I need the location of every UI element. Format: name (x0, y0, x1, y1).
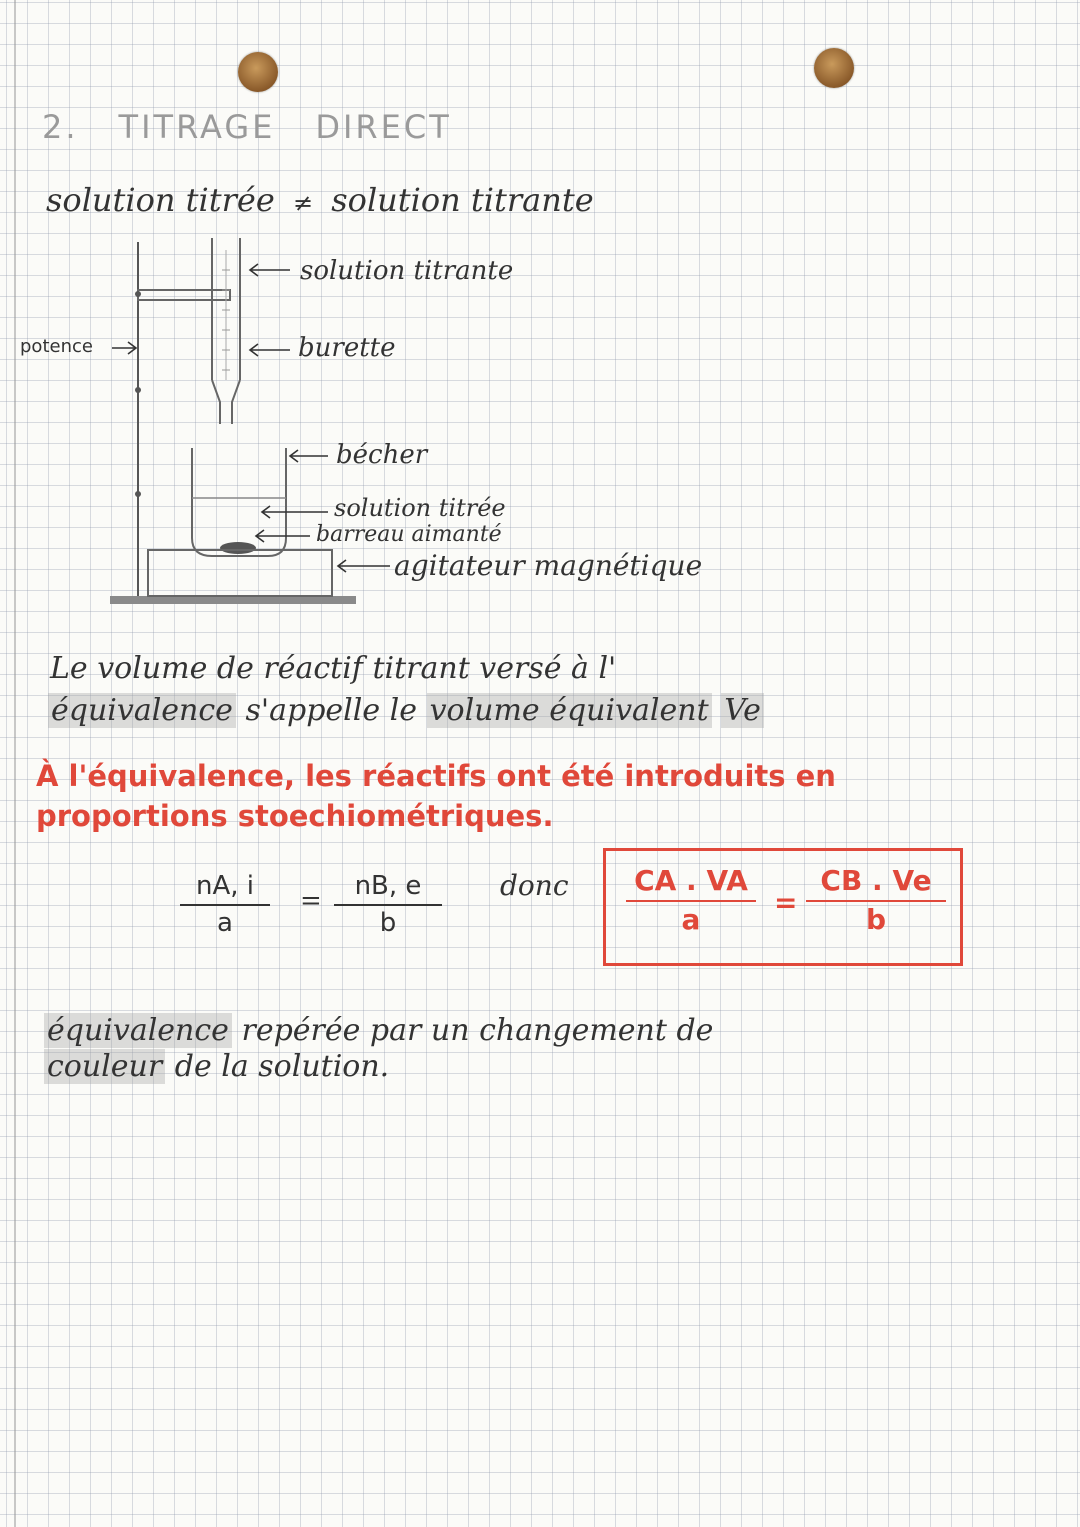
fraction-cb-ve-bar (806, 900, 946, 902)
fraction-cb-ve-numerator: CB . Ve (820, 864, 932, 897)
magnetic-bar (220, 542, 256, 554)
arrow-becher (290, 450, 328, 462)
definition-highlight-equivalence: équivalence (48, 693, 236, 728)
rod-point-1 (135, 387, 141, 393)
note-line1 (44, 1013, 714, 1048)
label-titree: solution titrée (334, 494, 506, 522)
fraction-na-denominator: a (217, 907, 233, 938)
section-title-part1: TITRAGE (118, 108, 276, 146)
arrow-titree (262, 506, 328, 518)
note-highlight-equivalence: équivalence (44, 1013, 232, 1048)
rule-line1: À l'équivalence, les réactifs ont été introduits en (36, 759, 836, 793)
stand-base (110, 596, 356, 604)
arrow-potence (112, 342, 136, 354)
fraction-cb-ve (806, 866, 946, 936)
note-line2 (44, 1049, 390, 1084)
fraction-cb-ve-denominator: b (865, 902, 887, 936)
fraction-na-numerator: nA, i (195, 871, 255, 901)
rule-line2: proportions stoechiométriques. (36, 799, 554, 833)
fraction-ca-va (626, 866, 756, 936)
fraction-ca-va-numerator: CA . VA (634, 864, 748, 897)
arrow-barreau (256, 530, 310, 542)
titration-diagram (0, 0, 1080, 640)
label-titrant: solution titrante (300, 256, 514, 286)
label-becher: bécher (336, 440, 428, 470)
fraction-nb-numerator: nB, e (354, 871, 422, 901)
note-line1-rest: repérée par un changement de (241, 1013, 714, 1048)
section-title-part2: DIRECT (315, 108, 452, 146)
definition-line1: Le volume de réactif titrant versé à l' (50, 651, 617, 686)
fraction-ca-va-denominator: a (681, 902, 701, 936)
box-equals: = (774, 886, 798, 919)
definition-highlight-volume: volume équivalent (427, 693, 712, 728)
definition-symbol-ve: Ve (721, 693, 764, 728)
fraction-ca-va-bar (626, 900, 756, 902)
definition-mid: s'appelle le (245, 693, 418, 728)
rod-point-2 (135, 491, 141, 497)
burette-tip (212, 380, 240, 424)
fraction-na (180, 872, 270, 937)
intro-left: solution titrée (46, 181, 275, 219)
fraction-nb-denominator: b (379, 907, 397, 938)
fraction-nb (334, 872, 442, 937)
intro-symbol: ≠ (292, 189, 314, 217)
label-barreau: barreau aimanté (316, 522, 502, 547)
arrow-agitateur (338, 560, 390, 572)
clamp-knob (135, 291, 141, 297)
note-line2-rest: de la solution. (174, 1049, 390, 1084)
fraction-na-bar (180, 904, 270, 906)
section-number: 2. (42, 108, 79, 146)
note-highlight-couleur: couleur (44, 1049, 165, 1084)
label-agitateur: agitateur magnétique (394, 549, 703, 582)
clamp (138, 290, 230, 300)
label-burette: burette (298, 333, 396, 363)
formula-connector: donc (500, 869, 569, 902)
formula-equals: = (300, 886, 322, 916)
intro-right: solution titrante (331, 181, 594, 219)
label-potence: potence (20, 336, 93, 357)
arrow-titrant (250, 264, 290, 276)
definition-line2 (48, 693, 764, 728)
beaker (192, 448, 286, 556)
arrow-burette (250, 344, 290, 356)
fraction-nb-bar (334, 904, 442, 906)
